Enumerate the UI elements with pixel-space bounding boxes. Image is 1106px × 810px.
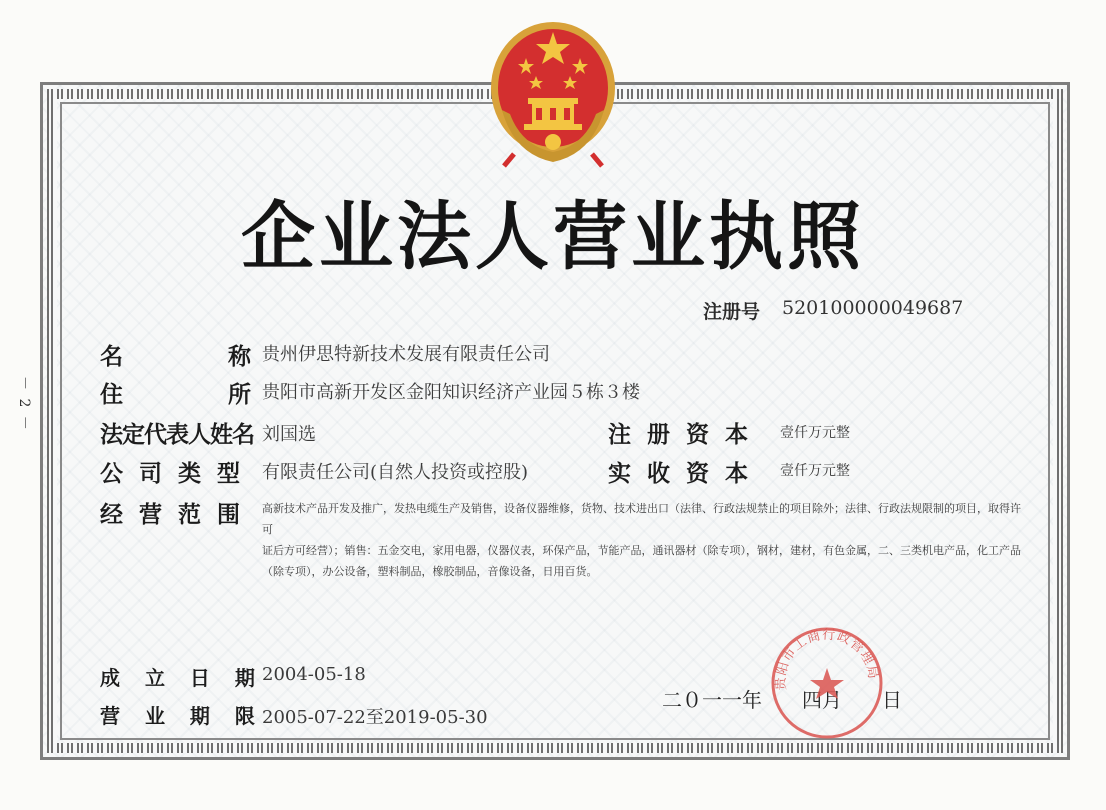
business-term: 2005-07-22至2019-05-30 xyxy=(262,707,488,728)
national-emblem-icon xyxy=(484,14,622,170)
company-type: 有限责任公司(自然人投资或控股) xyxy=(262,462,529,483)
name-label-first: 名 xyxy=(100,344,123,370)
name-label-second: 称 xyxy=(228,344,251,370)
official-seal-icon xyxy=(768,624,886,742)
registered-capital: 壹仟万元整 xyxy=(780,425,850,441)
address-label-first: 住 xyxy=(100,382,123,408)
legal-representative-label: 法定代表人姓名 xyxy=(100,422,254,448)
page-number-mark: － 2 － xyxy=(16,376,32,432)
business-scope-line: （除专项），办公设备，塑料制品，橡胶制品，音像设备，日用百货。 xyxy=(262,565,598,578)
established-date: 2004-05-18 xyxy=(262,664,366,685)
business-scope-line: 证后方可经营）；销售：五金交电，家用电器，仪器仪表，环保产品，节能产品，通讯器材（除专项），钢材，建材，有色金属，二、三类机电产品，化工产品 xyxy=(262,544,1021,557)
business-term-label: 营 业 期 限 xyxy=(100,704,264,728)
registration-number-label: 注册号 xyxy=(703,301,761,323)
paid-in-capital-label: 实 收 资 本 xyxy=(608,461,753,487)
legal-representative: 刘国选 xyxy=(262,424,316,445)
business-scope-label: 经 营 范 围 xyxy=(100,502,245,528)
issue-date: 二０一一年 四月 日 xyxy=(662,688,902,712)
business-scope-line: 高新技术产品开发及推广，发热电缆生产及销售，设备仪器维修，货物、技术进出口（法律、行政法规禁止的项目除外；法律、行政法规限制的项目，取得许可 xyxy=(262,502,1021,536)
company-address: 贵阳市高新开发区金阳知识经济产业园５栋３楼 xyxy=(262,382,640,403)
company-name: 贵州伊思特新技术发展有限责任公司 xyxy=(262,344,550,365)
established-date-label: 成 立 日 期 xyxy=(100,666,264,690)
seal-text: 贵阳市工商行政管理局 xyxy=(773,627,881,691)
business-scope xyxy=(262,498,1022,582)
company-type-label: 公 司 类 型 xyxy=(100,461,245,487)
certificate-title: 企业法人营业执照 xyxy=(241,194,865,280)
address-label-second: 所 xyxy=(228,382,251,408)
paid-in-capital: 壹仟万元整 xyxy=(780,463,850,479)
registered-capital-label: 注 册 资 本 xyxy=(608,422,753,448)
registration-number: 520100000049687 xyxy=(782,297,964,319)
